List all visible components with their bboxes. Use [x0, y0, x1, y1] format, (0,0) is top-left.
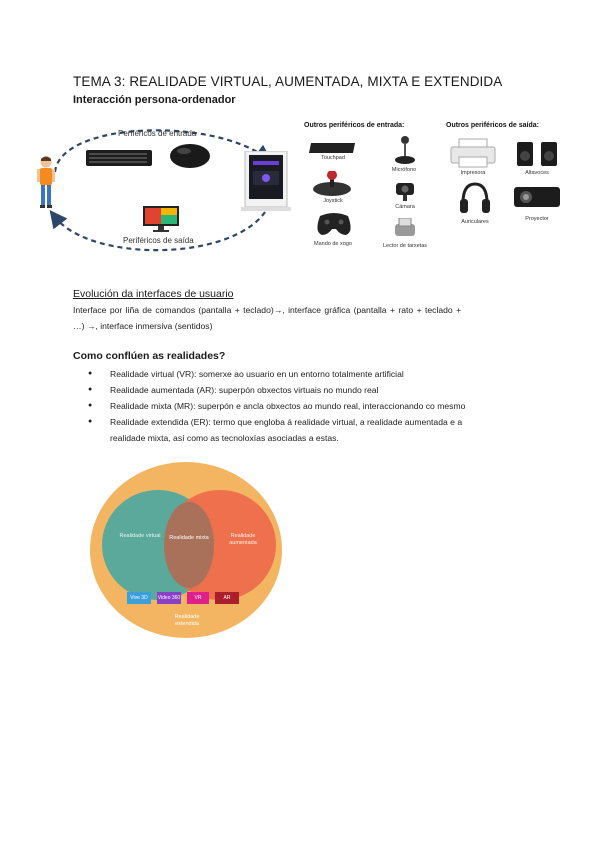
realities-heading: Como conflúen as realidades? — [73, 350, 226, 362]
microphone-icon — [391, 135, 417, 165]
item-headphones: Auriculares — [461, 219, 489, 225]
item-microphone: Micrófono — [391, 167, 417, 173]
other-input-title: Outros periféricos de entrada: — [304, 122, 405, 129]
item-joystick: Joystick — [323, 198, 343, 204]
item-touchpad: Touchpad — [321, 155, 345, 161]
item-projector: Proyector — [525, 216, 549, 222]
projector-icon — [512, 183, 562, 211]
venn-diagram — [90, 462, 282, 638]
item-speakers: Altavoces — [525, 170, 549, 176]
venn-tag-vr: VR — [187, 592, 209, 604]
item-gamepad: Mando de xogo — [314, 241, 352, 247]
other-output-title: Outros periféricos de saída: — [446, 122, 539, 129]
headphones-icon — [458, 181, 492, 215]
list-item-er-continued: realidade mixta, así como as tecnoloxías asociadas a estas. — [110, 433, 339, 443]
item-printer: Impresora — [460, 170, 486, 176]
list-item-mr: ● Realidade mixta (MR): superpón e ancla obxectos ao mundo real, interaccionando co mesmo — [73, 398, 543, 414]
evolution-heading: Evolución da interfaces de usuario — [73, 288, 234, 300]
page-title: TEMA 3: REALIDADE VIRTUAL, AUMENTADA, MIXTA E EXTENDIDA — [73, 74, 503, 89]
venn-tag-ar: AR — [215, 592, 239, 604]
card-reader-icon — [391, 218, 419, 242]
realities-list — [73, 366, 543, 430]
item-card-reader: Lector de tarxetas — [382, 243, 428, 249]
joystick-icon — [311, 171, 353, 197]
venn-label-ar: Realidade aumentada — [229, 533, 257, 546]
list-item-ar: ● Realidade aumentada (AR): superpón obxectos virtuais no mundo real — [73, 382, 543, 398]
input-peripherals-label: Periféricos de entrada — [118, 129, 197, 138]
output-peripherals-label: Periféricos de saída — [123, 236, 194, 245]
list-item-er: ● Realidade extendida (ER): termo que engloba á realidade virtual, a realidade aumentada e a — [73, 414, 543, 430]
venn-label-xr: Realidade extendida — [174, 614, 200, 627]
speakers-icon — [515, 140, 559, 168]
camera-icon — [394, 181, 416, 203]
section-subtitle: Interacción persona-ordenador — [73, 94, 236, 106]
keyboard-icon — [86, 148, 152, 168]
item-camera: Cámara — [395, 204, 415, 210]
venn-label-vr: Realidade virtual — [119, 533, 161, 539]
gamepad-icon — [314, 210, 354, 238]
venn-mr-overlap — [164, 502, 214, 588]
printer-icon — [449, 137, 497, 169]
mouse-icon — [168, 142, 212, 170]
evolution-line-1: Interface por liña de comandos (pantalla + teclado)→, interface gráfica (pantalla + rato + teclado + — [73, 305, 462, 315]
venn-label-mr: Realidade mixta — [169, 535, 209, 541]
user-person-icon — [35, 155, 57, 213]
evolution-line-2: …) →, interface inmersiva (sentidos) — [73, 321, 213, 331]
monitor-icon — [143, 206, 179, 232]
list-item-vr: ● Realidade virtual (VR): somerxe ao usuario en un entorno totalmente artificial — [73, 366, 543, 382]
venn-tag-vive: Vive 3D — [127, 592, 151, 604]
evolution-text — [73, 302, 543, 334]
computer-tower-icon — [241, 151, 291, 213]
venn-tag-video360: Video 360 — [157, 592, 181, 604]
